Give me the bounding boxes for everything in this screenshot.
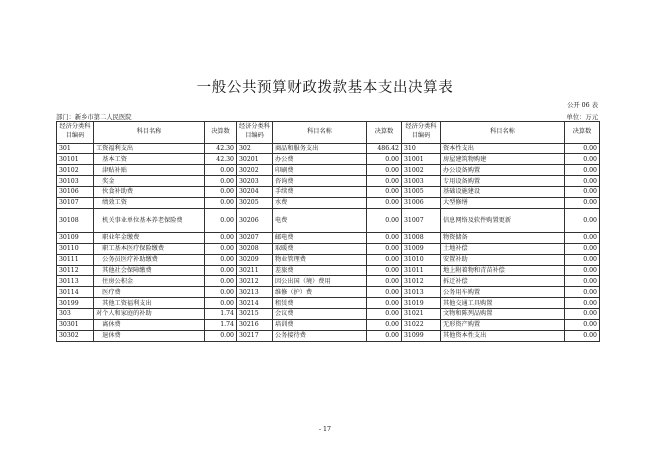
amount-cell: 0.00 <box>565 319 600 330</box>
code-cell: 31006 <box>402 197 441 208</box>
amount-cell: 0.00 <box>205 232 237 243</box>
amount-cell: 0.00 <box>367 254 402 265</box>
code-cell: 31007 <box>402 208 441 232</box>
amount-cell: 0.00 <box>367 208 402 232</box>
amount-cell: 0.00 <box>367 319 402 330</box>
name-cell: 大型修缮 <box>441 197 565 208</box>
header-cell: 经济分类科目编码 <box>57 122 94 144</box>
name-cell: 商品和服务支出 <box>273 143 367 154</box>
code-cell: 30215 <box>237 309 273 320</box>
name-cell: 机关事业单位基本养老保险费 <box>94 208 205 232</box>
table-header-row <box>57 122 600 144</box>
table-row <box>57 187 600 198</box>
code-cell: 31011 <box>402 265 441 276</box>
name-cell: 培训费 <box>273 319 367 330</box>
name-cell: 津贴补贴 <box>94 165 205 176</box>
header-cell: 科目名称 <box>273 122 367 144</box>
header-cell: 经济分类科目编码 <box>237 122 273 144</box>
code-cell: 301 <box>57 143 94 154</box>
code-cell: 30107 <box>57 197 94 208</box>
name-cell: 公务接待费 <box>273 330 367 341</box>
code-cell: 30108 <box>57 208 94 232</box>
amount-cell: 0.00 <box>205 208 237 232</box>
name-cell: 取暖费 <box>273 243 367 254</box>
name-cell: 绩效工资 <box>94 197 205 208</box>
table-row <box>57 208 600 232</box>
unit-label: 单位：万元 <box>566 114 598 121</box>
form-number: 公开 06 表 <box>567 102 598 109</box>
name-cell: 房屋建筑物购建 <box>441 154 565 165</box>
name-cell: 其他资本性支出 <box>441 330 565 341</box>
name-cell: 租赁费 <box>273 298 367 309</box>
header-cell: 决算数 <box>565 122 600 144</box>
code-cell: 30301 <box>57 319 94 330</box>
name-cell: 办公设备购置 <box>441 165 565 176</box>
table-body <box>57 143 600 341</box>
amount-cell: 0.00 <box>565 208 600 232</box>
amount-cell: 0.00 <box>367 330 402 341</box>
code-cell: 30111 <box>57 254 94 265</box>
name-cell: 文物和陈列品购置 <box>441 309 565 320</box>
table-row <box>57 197 600 208</box>
header-cell: 经济分类科目编码 <box>402 122 441 144</box>
table-row <box>57 232 600 243</box>
name-cell: 水费 <box>273 197 367 208</box>
table-row <box>57 287 600 298</box>
table-row <box>57 243 600 254</box>
header-cell: 决算数 <box>367 122 402 144</box>
amount-cell: 0.00 <box>205 287 237 298</box>
amount-cell: 0.00 <box>205 197 237 208</box>
name-cell: 住房公积金 <box>94 276 205 287</box>
code-cell: 30217 <box>237 330 273 341</box>
name-cell: 邮电费 <box>273 232 367 243</box>
code-cell: 31099 <box>402 330 441 341</box>
code-cell: 31005 <box>402 187 441 198</box>
code-cell: 30211 <box>237 265 273 276</box>
code-cell: 303 <box>57 309 94 320</box>
code-cell: 31021 <box>402 309 441 320</box>
code-cell: 30214 <box>237 298 273 309</box>
amount-cell: 0.00 <box>205 165 237 176</box>
amount-cell: 0.00 <box>565 243 600 254</box>
amount-cell: 0.00 <box>367 243 402 254</box>
name-cell: 电费 <box>273 208 367 232</box>
expenditure-table <box>56 121 600 342</box>
name-cell: 职工基本医疗保险缴费 <box>94 243 205 254</box>
code-cell: 31009 <box>402 243 441 254</box>
code-cell: 31001 <box>402 154 441 165</box>
amount-cell: 0.00 <box>565 143 600 154</box>
name-cell: 职业年金缴费 <box>94 232 205 243</box>
code-cell: 30212 <box>237 276 273 287</box>
table-row <box>57 165 600 176</box>
name-cell: 公务员医疗补助缴费 <box>94 254 205 265</box>
name-cell: 信息网络及软件购置更新 <box>441 208 565 232</box>
name-cell: 差旅费 <box>273 265 367 276</box>
amount-cell: 0.00 <box>367 265 402 276</box>
amount-cell: 0.00 <box>205 187 237 198</box>
table-row <box>57 276 600 287</box>
code-cell: 30203 <box>237 176 273 187</box>
code-cell: 30213 <box>237 287 273 298</box>
code-cell: 31013 <box>402 287 441 298</box>
page-title: 一般公共预算财政拨款基本支出决算表 <box>196 80 454 96</box>
amount-cell: 0.00 <box>367 232 402 243</box>
amount-cell: 0.00 <box>205 176 237 187</box>
code-cell: 31003 <box>402 176 441 187</box>
name-cell: 离休费 <box>94 319 205 330</box>
amount-cell: 0.00 <box>367 309 402 320</box>
amount-cell: 0.00 <box>367 298 402 309</box>
name-cell: 安置补助 <box>441 254 565 265</box>
amount-cell: 0.00 <box>205 330 237 341</box>
table-row <box>57 298 600 309</box>
code-cell: 31002 <box>402 165 441 176</box>
amount-cell: 0.00 <box>565 309 600 320</box>
amount-cell: 0.00 <box>367 187 402 198</box>
code-cell: 30205 <box>237 197 273 208</box>
code-cell: 30206 <box>237 208 273 232</box>
amount-cell: 0.00 <box>565 287 600 298</box>
code-cell: 30102 <box>57 165 94 176</box>
amount-cell: 0.00 <box>565 176 600 187</box>
code-cell: 31022 <box>402 319 441 330</box>
header-cell: 科目名称 <box>94 122 205 144</box>
page-number: - 17 <box>318 426 332 433</box>
amount-cell: 0.00 <box>565 265 600 276</box>
name-cell: 其他社会保障缴费 <box>94 265 205 276</box>
name-cell: 手续费 <box>273 187 367 198</box>
code-cell: 30112 <box>57 265 94 276</box>
amount-cell: 0.00 <box>565 197 600 208</box>
amount-cell: 0.00 <box>205 243 237 254</box>
code-cell: 30106 <box>57 187 94 198</box>
header-cell: 决算数 <box>205 122 237 144</box>
amount-cell: 1.74 <box>205 309 237 320</box>
name-cell: 物业管理费 <box>273 254 367 265</box>
table-row <box>57 309 600 320</box>
code-cell: 31010 <box>402 254 441 265</box>
code-cell: 30103 <box>57 176 94 187</box>
header-cell: 科目名称 <box>441 122 565 144</box>
table-row <box>57 254 600 265</box>
code-cell: 310 <box>402 143 441 154</box>
code-cell: 31008 <box>402 232 441 243</box>
amount-cell: 0.00 <box>565 165 600 176</box>
amount-cell: 0.00 <box>367 154 402 165</box>
name-cell: 物资储备 <box>441 232 565 243</box>
code-cell: 30114 <box>57 287 94 298</box>
department-label: 部门：新乡市第二人民医院 <box>56 114 132 121</box>
name-cell: 基本工资 <box>94 154 205 165</box>
table-row <box>57 154 600 165</box>
name-cell: 工资福利支出 <box>94 143 205 154</box>
code-cell: 302 <box>237 143 273 154</box>
name-cell: 印刷费 <box>273 165 367 176</box>
code-cell: 30110 <box>57 243 94 254</box>
code-cell: 31012 <box>402 276 441 287</box>
amount-cell: 0.00 <box>205 265 237 276</box>
amount-cell: 42.30 <box>205 143 237 154</box>
name-cell: 因公出国（境）费用 <box>273 276 367 287</box>
table-row <box>57 176 600 187</box>
code-cell: 30207 <box>237 232 273 243</box>
name-cell: 地上附着物和青苗补偿 <box>441 265 565 276</box>
name-cell: 其他工资福利支出 <box>94 298 205 309</box>
name-cell: 维修（护）费 <box>273 287 367 298</box>
code-cell: 30202 <box>237 165 273 176</box>
amount-cell: 0.00 <box>205 298 237 309</box>
name-cell: 其他交通工具购置 <box>441 298 565 309</box>
code-cell: 30216 <box>237 319 273 330</box>
name-cell: 公务用车购置 <box>441 287 565 298</box>
table-row <box>57 143 600 154</box>
amount-cell: 0.00 <box>565 254 600 265</box>
table-row <box>57 319 600 330</box>
code-cell: 31019 <box>402 298 441 309</box>
amount-cell: 0.00 <box>565 298 600 309</box>
amount-cell: 1.74 <box>205 319 237 330</box>
name-cell: 奖金 <box>94 176 205 187</box>
code-cell: 30199 <box>57 298 94 309</box>
name-cell: 咨询费 <box>273 176 367 187</box>
name-cell: 伙食补助费 <box>94 187 205 198</box>
amount-cell: 0.00 <box>565 276 600 287</box>
amount-cell: 0.00 <box>565 154 600 165</box>
amount-cell: 42.30 <box>205 154 237 165</box>
name-cell: 办公费 <box>273 154 367 165</box>
code-cell: 30109 <box>57 232 94 243</box>
name-cell: 专用设备购置 <box>441 176 565 187</box>
name-cell: 拆迁补偿 <box>441 276 565 287</box>
name-cell: 会议费 <box>273 309 367 320</box>
amount-cell: 0.00 <box>367 287 402 298</box>
code-cell: 30208 <box>237 243 273 254</box>
name-cell: 退休费 <box>94 330 205 341</box>
name-cell: 土地补偿 <box>441 243 565 254</box>
code-cell: 30209 <box>237 254 273 265</box>
code-cell: 30302 <box>57 330 94 341</box>
code-cell: 30204 <box>237 187 273 198</box>
amount-cell: 0.00 <box>367 276 402 287</box>
amount-cell: 0.00 <box>565 232 600 243</box>
name-cell: 无形资产购置 <box>441 319 565 330</box>
amount-cell: 0.00 <box>205 254 237 265</box>
amount-cell: 0.00 <box>367 197 402 208</box>
code-cell: 30201 <box>237 154 273 165</box>
code-cell: 30113 <box>57 276 94 287</box>
table-row <box>57 265 600 276</box>
table-row <box>57 330 600 341</box>
name-cell: 医疗费 <box>94 287 205 298</box>
code-cell: 30101 <box>57 154 94 165</box>
amount-cell: 0.00 <box>367 176 402 187</box>
amount-cell: 0.00 <box>205 276 237 287</box>
name-cell: 基础设施建设 <box>441 187 565 198</box>
name-cell: 资本性支出 <box>441 143 565 154</box>
name-cell: 对个人和家庭的补助 <box>94 309 205 320</box>
amount-cell: 0.00 <box>367 165 402 176</box>
amount-cell: 486.42 <box>367 143 402 154</box>
amount-cell: 0.00 <box>565 330 600 341</box>
amount-cell: 0.00 <box>565 187 600 198</box>
